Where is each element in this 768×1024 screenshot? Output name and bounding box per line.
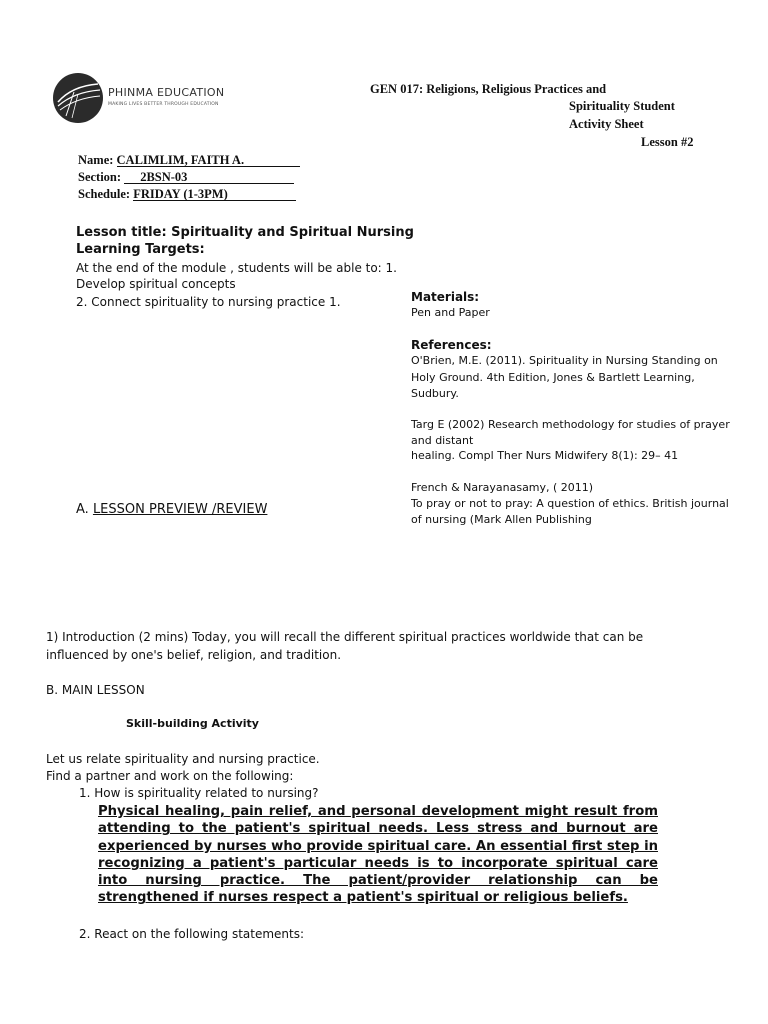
materials-heading: Materials: — [411, 290, 480, 304]
skill-building-activity: Skill-building Activity — [126, 717, 259, 730]
lesson-title: Lesson title: Spirituality and Spiritual Nursing — [76, 225, 414, 240]
learning-targets-heading: Learning Targets: — [76, 242, 205, 257]
course-title-line3: Activity Sheet — [569, 117, 644, 131]
reference-3-line3: of nursing (Mark Allen Publishing — [411, 513, 592, 526]
question-2: 2. React on the following statements: — [79, 927, 305, 941]
reference-3-line1: French & Narayanasamy, ( 2011) — [411, 481, 594, 494]
learning-targets-line1: At the end of the module , students will be able to: 1. — [76, 261, 397, 275]
answer-1: Physical healing, pain relief, and personal development might result from attending to the patient's spiritual needs. Less stress and burnout are experienced by nurses who provide spiritual care. An essential first step in recognizing a patient's particular needs is to incorporate spiritual care into nursing practice. The patient/provider relationship can be strengthened if nurses respect a patient's spiritual or religious beliefs. — [98, 804, 658, 906]
question-1: 1. How is spirituality related to nursing? — [79, 786, 319, 800]
introduction-line2: influenced by one's belief, religion, and tradition. — [46, 648, 342, 662]
reference-2-line2: and distant — [411, 434, 474, 447]
schedule-label: Schedule: — [78, 187, 131, 201]
reference-3-line2: To pray or not to pray: A question of ethics. British journal — [411, 497, 729, 510]
section-value: 2BSN-03 — [124, 171, 294, 184]
student-section — [78, 170, 294, 185]
course-title-line2: Spirituality Student — [569, 99, 675, 113]
reference-1-line2: Holy Ground. 4th Edition, Jones & Bartlett Learning, — [411, 371, 695, 384]
reference-1-line1: O'Brien, M.E. (2011). Spirituality in Nursing Standing on — [411, 354, 718, 367]
section-a-title: LESSON PREVIEW /REVIEW — [92, 502, 268, 517]
name-label: Name: — [78, 153, 114, 167]
section-a-prefix: A. — [76, 502, 93, 517]
references-heading: References: — [411, 338, 492, 352]
student-name — [78, 153, 300, 168]
learning-targets-line2: Develop spiritual concepts — [76, 277, 236, 291]
reference-2-line1: Targ E (2002) Research methodology for studies of prayer — [411, 418, 730, 431]
learning-targets-line3: 2. Connect spirituality to nursing practice 1. — [76, 295, 341, 309]
phinma-logo — [52, 72, 252, 124]
instruction-line2: Find a partner and work on the following: — [46, 769, 294, 783]
materials-text: Pen and Paper — [411, 306, 490, 319]
student-schedule — [78, 187, 296, 202]
reference-2-line3: healing. Compl Ther Nurs Midwifery 8(1): 29– 41 — [411, 449, 679, 462]
section-b-heading: B. MAIN LESSON — [46, 683, 145, 697]
name-value: CALIMLIM, FAITH A. — [117, 154, 300, 167]
logo-tagline: MAKING LIVES BETTER THROUGH EDUCATION — [108, 102, 219, 107]
instruction-line1: Let us relate spirituality and nursing practice. — [46, 752, 320, 766]
logo-name: PHINMA EDUCATION — [108, 86, 225, 99]
section-label: Section: — [78, 170, 122, 184]
section-a-heading — [76, 502, 267, 517]
course-title-line1: GEN 017: Religions, Religious Practices and — [370, 82, 607, 96]
schedule-value: FRIDAY (1-3PM) — [133, 188, 296, 201]
phinma-logo-icon — [52, 72, 104, 124]
lesson-number: Lesson #2 — [641, 135, 694, 149]
introduction-line1: 1) Introduction (2 mins) Today, you will recall the different spiritual practices worldwide that can be — [46, 630, 644, 644]
reference-1-line3: Sudbury. — [411, 387, 459, 400]
